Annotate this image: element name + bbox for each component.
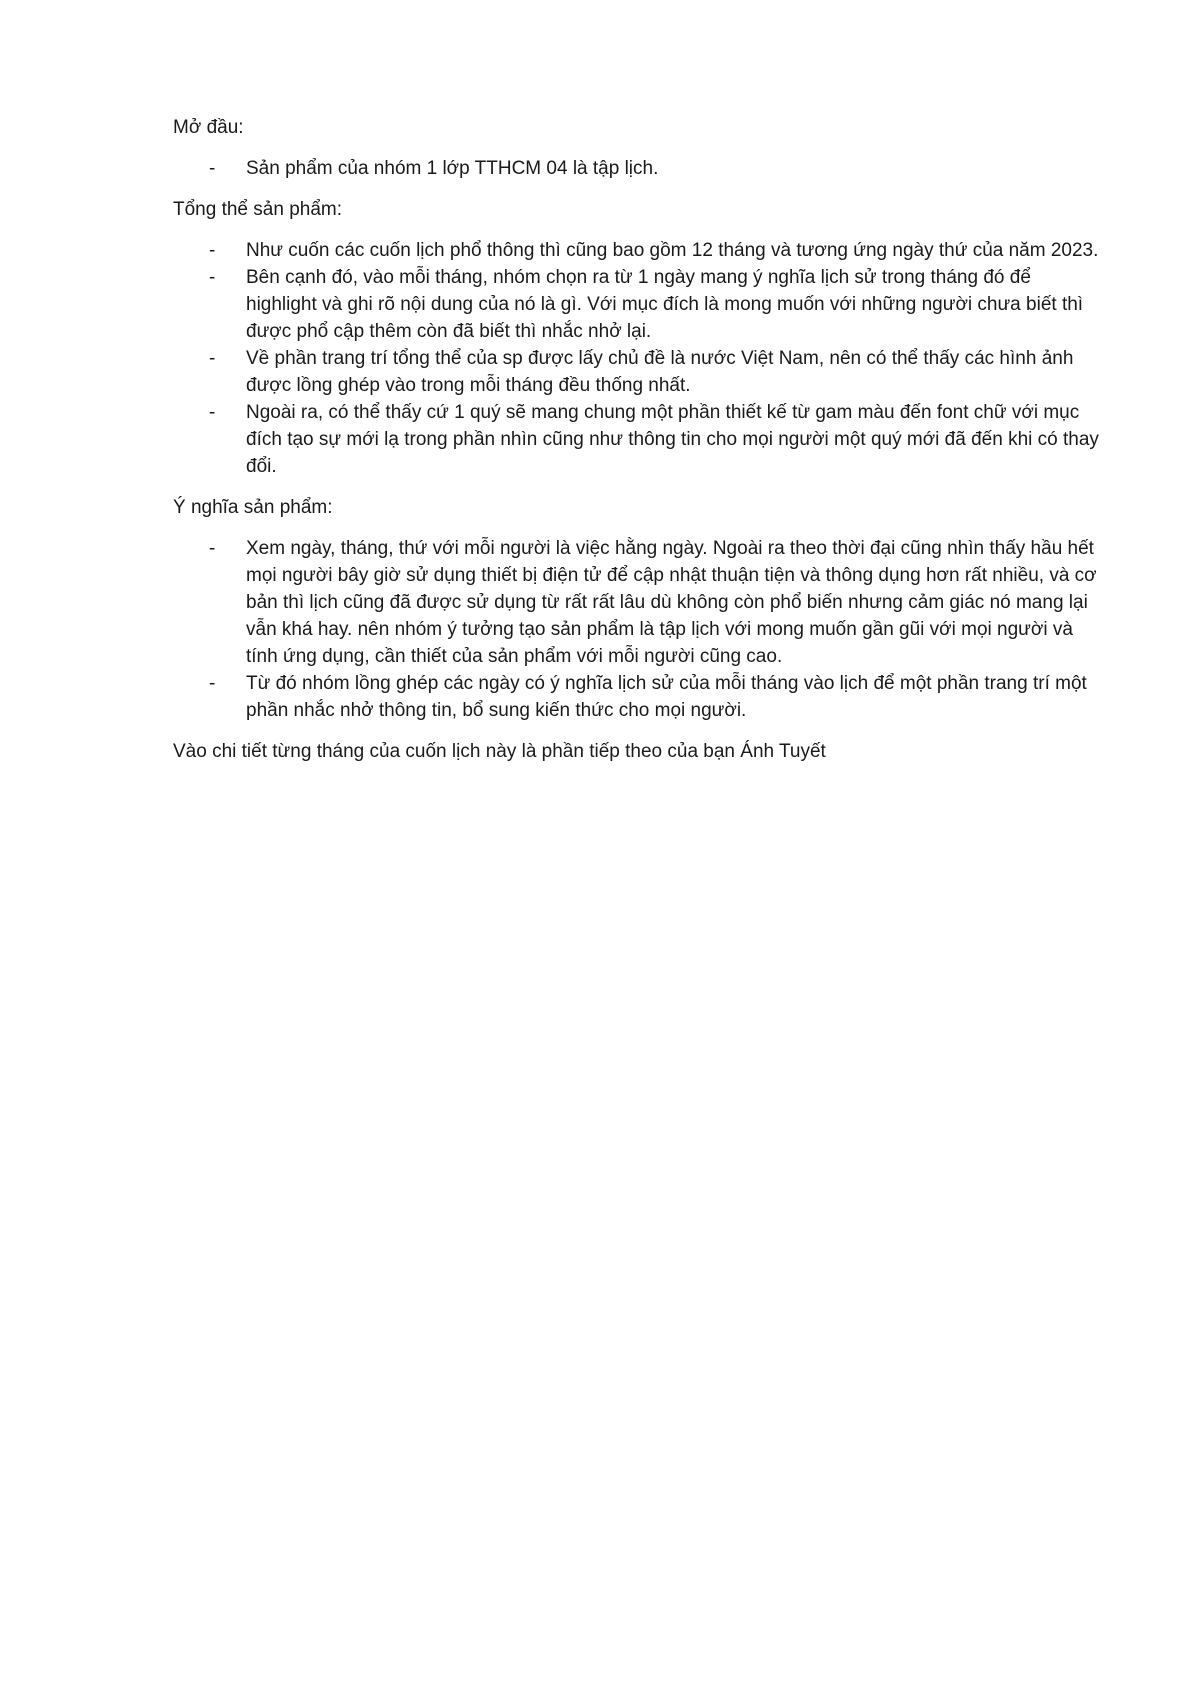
list-item <box>173 345 1103 399</box>
bullet-dash: - <box>209 158 216 179</box>
bullet-dash: - <box>209 267 216 288</box>
list-item-text: Như cuốn các cuốn lịch phổ thông thì cũng bao gồm 12 tháng và tương ứng ngày thứ của năm 2023. <box>246 240 1099 261</box>
intro-list <box>173 155 1103 182</box>
overview-heading: Tổng thể sản phẩm: <box>173 199 342 220</box>
closing-paragraph: Vào chi tiết từng tháng của cuốn lịch này là phần tiếp theo của bạn Ánh Tuyết <box>173 741 826 762</box>
list-item <box>173 670 1103 724</box>
list-item <box>173 237 1103 264</box>
intro-heading: Mở đầu: <box>173 117 244 138</box>
list-item-text: Từ đó nhóm lồng ghép các ngày có ý nghĩa lịch sử của mỗi tháng vào lịch để một phần trang trí một phần nhắc nhở thông tin, bổ sung kiến thức cho mọi người. <box>246 673 1087 721</box>
bullet-dash: - <box>209 673 216 694</box>
bullet-dash: - <box>209 240 216 261</box>
list-item-text: Bên cạnh đó, vào mỗi tháng, nhóm chọn ra từ 1 ngày mang ý nghĩa lịch sử trong tháng đó để highlight và ghi rõ nội dung của nó là gì. Với mục đích là mong muốn với những người chưa biết thì được phổ cập thêm còn đã biết thì nhắc nhở lại. <box>246 267 1084 342</box>
list-item <box>173 535 1103 670</box>
bullet-dash: - <box>209 538 216 559</box>
meaning-list <box>173 535 1103 724</box>
meaning-heading: Ý nghĩa sản phẩm: <box>173 497 333 518</box>
overview-list <box>173 237 1103 480</box>
list-item-text: Xem ngày, tháng, thứ với mỗi người là việc hằng ngày. Ngoài ra theo thời đại cũng nhìn thấy hầu hết mọi người bây giờ sử dụng thiết bị điện tử để cập nhật thuận tiện và thông dụng hơn rất nhiều, và cơ bản thì lịch cũng đã được sử dụng từ rất rất lâu dù không còn phổ biến nhưng cảm giác nó mang lại vẫn khá hay. nên nhóm ý tưởng tạo sản phẩm là tập lịch với mong muốn gần gũi với mọi người và tính ứng dụng, cần thiết của sản phẩm với mỗi người cũng cao. <box>246 538 1097 667</box>
list-item <box>173 399 1103 480</box>
document-body <box>173 114 1103 765</box>
list-item <box>173 264 1103 345</box>
bullet-dash: - <box>209 348 216 369</box>
list-item-text: Sản phẩm của nhóm 1 lớp TTHCM 04 là tập lịch. <box>246 158 659 179</box>
bullet-dash: - <box>209 402 216 423</box>
list-item-text: Về phần trang trí tổng thể của sp được lấy chủ đề là nước Việt Nam, nên có thể thấy các hình ảnh được lồng ghép vào trong mỗi tháng đều thống nhất. <box>246 348 1074 396</box>
list-item <box>173 155 1103 182</box>
list-item-text: Ngoài ra, có thể thấy cứ 1 quý sẽ mang chung một phần thiết kế từ gam màu đến font chữ với mục đích tạo sự mới lạ trong phần nhìn cũng như thông tin cho mọi người một quý mới đã đến khi có thay đổi. <box>246 402 1099 477</box>
